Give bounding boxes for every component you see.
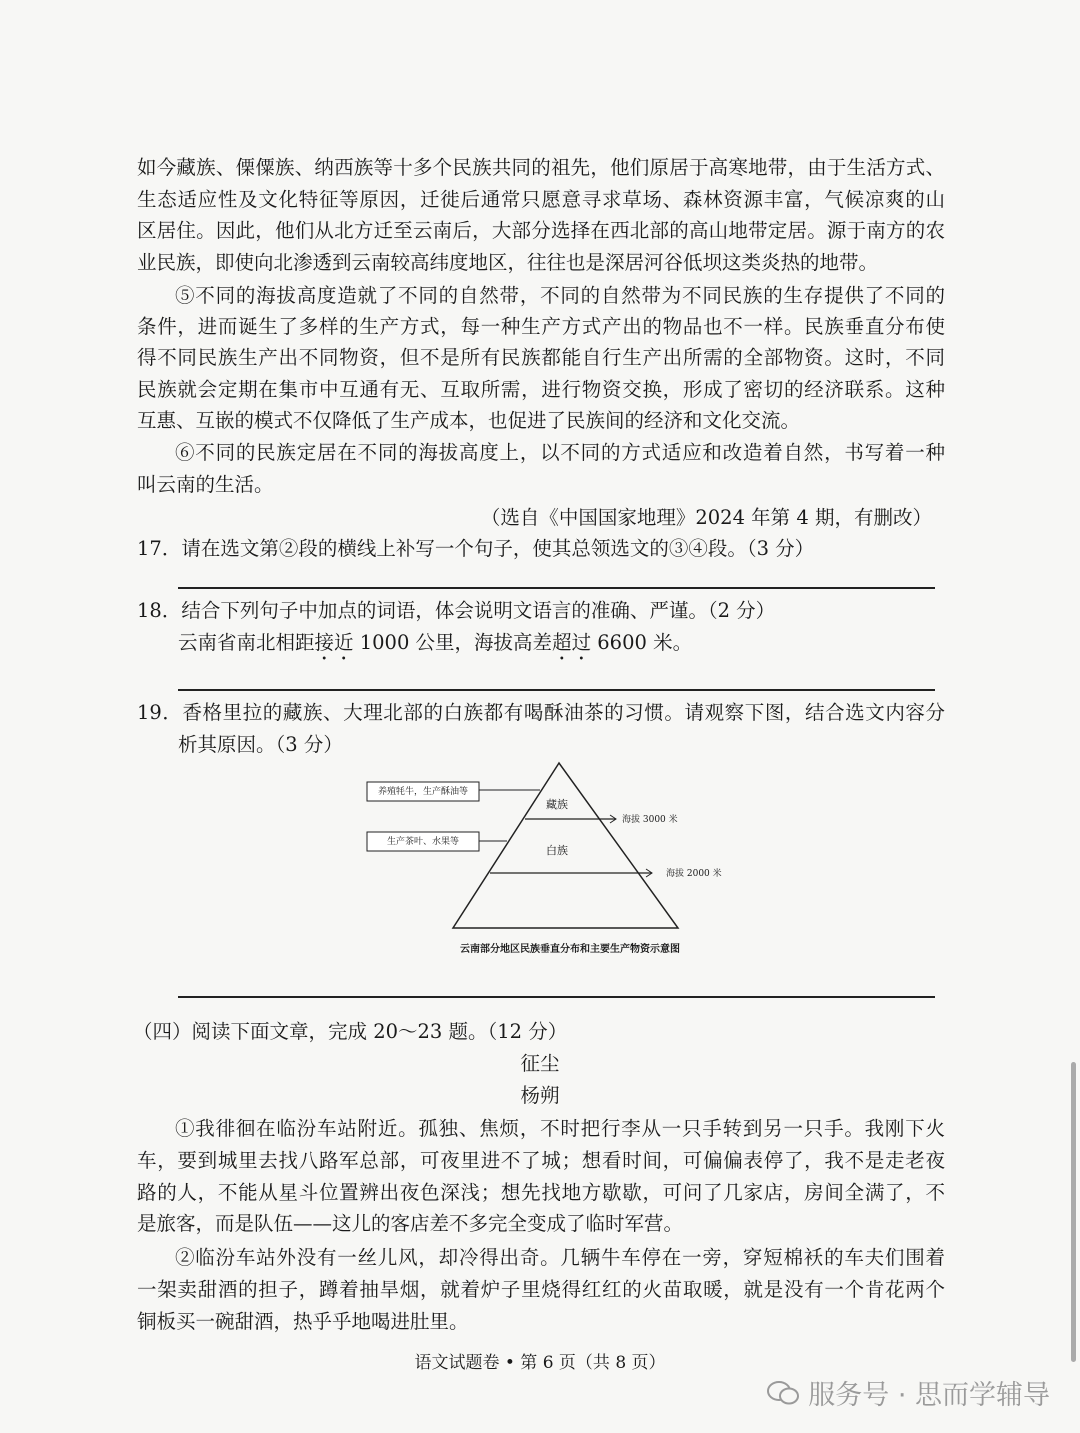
passage-line: 区居住。因此，他们从北方迁至云南后，大部分选择在西北部的高山地带定居。源于南方的农 <box>137 219 945 242</box>
question-19-line: 19．香格里拉的藏族、大理北部的白族都有喝酥油茶的习惯。请观察下图，结合选文内容分 <box>137 701 945 724</box>
watermark <box>766 1373 1050 1412</box>
passage-line: 条件，进而诞生了多样的生产方式，每一种生产方式产出的物品也不一样。民族垂直分布使 <box>137 315 945 338</box>
article-line: 是旅客，而是队伍——这儿的客店差不多完全变成了临时军营。 <box>137 1212 684 1235</box>
article-line: 车，要到城里去找八路军总部，可夜里进不了城；想看时间，可偏偏表停了，我不是走老夜 <box>137 1149 945 1172</box>
article-line: 一架卖甜酒的担子，蹲着抽旱烟，就着炉子里烧得红红的火苗取暖，就是没有一个肯花两个 <box>137 1278 945 1301</box>
passage-line: ⑤不同的海拔高度造就了不同的自然带，不同的自然带为不同民族的生存提供了不同的 <box>175 284 945 307</box>
box-top-label: 养殖牦牛，生产酥油等 <box>377 787 468 797</box>
article-line: 路的人，不能从星斗位置辨出夜色深浅；想先找地方歇歇，可问了几家店，房间全满了，不 <box>137 1181 945 1204</box>
dotted-word-chaoguo: 超过 <box>552 631 592 654</box>
question-19-line: 析其原因。（3 分） <box>178 733 343 756</box>
article-author: 杨朔 <box>520 1084 560 1107</box>
article-line: ①我徘徊在临汾车站附近。孤独、焦烦，不时把行李从一只手转到另一只手。我刚下火 <box>175 1117 945 1140</box>
sentence-part: 云南省南北相距 <box>178 631 315 654</box>
watermark-text: 服务号 · 思而学辅导 <box>808 1380 1050 1411</box>
altitude-3000-label: 海拔 3000 米 <box>622 815 678 825</box>
answer-line-18[interactable] <box>178 689 935 691</box>
passage-line: 业民族，即使向北渗透到云南较高纬度地区，往往也是深居河谷低坝这类炎热的地带。 <box>137 251 879 274</box>
source-citation: （选自《中国国家地理》2024 年第 4 期，有删改） <box>480 506 932 529</box>
sentence-part: 1000 公里，海拔高差 <box>353 631 553 654</box>
section-heading: （四）阅读下面文章，完成 20～23 题。（12 分） <box>133 1020 568 1043</box>
passage-line: 生态适应性及文化特征等原因，迁徙后通常只愿意寻求草场、森林资源丰富，气候凉爽的山 <box>137 188 945 211</box>
scrollbar[interactable] <box>1071 1062 1076 1362</box>
page-footer: 语文试题卷 • 第 6 页（共 8 页） <box>414 1353 666 1373</box>
box-bottom-label: 生产茶叶、水果等 <box>386 837 459 847</box>
ethnic-altitude-diagram <box>330 760 750 965</box>
passage-line: ⑥不同的民族定居在不同的海拔高度上，以不同的方式适应和改造着自然，书写着一种 <box>175 441 945 464</box>
article-line: 铜板买一碗甜酒，热乎乎地喝进肚里。 <box>137 1310 469 1333</box>
passage-line: 互惠、互嵌的模式不仅降低了生产成本，也促进了民族间的经济和文化交流。 <box>137 409 801 432</box>
dotted-word-jiejin: 接近 <box>314 631 354 654</box>
passage-line: 民族就会定期在集市中互通有无、互取所需，进行物资交换，形成了密切的经济联系。这种 <box>137 378 945 401</box>
question-18: 18．结合下列句子中加点的词语，体会说明文语言的准确、严谨。（2 分） <box>137 599 776 622</box>
answer-line-17[interactable] <box>178 587 935 589</box>
sentence-part: 6600 米。 <box>591 631 693 654</box>
answer-line-19[interactable] <box>178 996 935 998</box>
passage-line: 叫云南的生活。 <box>137 473 274 496</box>
passage-line: 得不同民族生产出不同物资，但不是所有民族都能自行生产出所需的全部物资。这时，不同 <box>137 346 945 369</box>
layer-zang: 藏族 <box>546 798 568 811</box>
question-18-sentence <box>178 627 986 659</box>
article-title: 征尘 <box>520 1052 560 1075</box>
altitude-2000-label: 海拔 2000 米 <box>666 869 722 879</box>
layer-bai: 白族 <box>546 844 568 857</box>
question-17: 17．请在选文第②段的横线上补写一个句子，使其总领选文的③④段。（3 分） <box>137 537 815 560</box>
passage-line: 如今藏族、傈僳族、纳西族等十多个民族共同的祖先，他们原居于高寒地带，由于生活方式、 <box>137 156 945 179</box>
wechat-icon <box>766 1381 800 1405</box>
diagram-caption: 云南部分地区民族垂直分布和主要生产物资示意图 <box>460 944 680 955</box>
article-line: ②临汾车站外没有一丝儿风，却冷得出奇。几辆牛车停在一旁，穿短棉袄的车夫们围着 <box>175 1246 945 1269</box>
